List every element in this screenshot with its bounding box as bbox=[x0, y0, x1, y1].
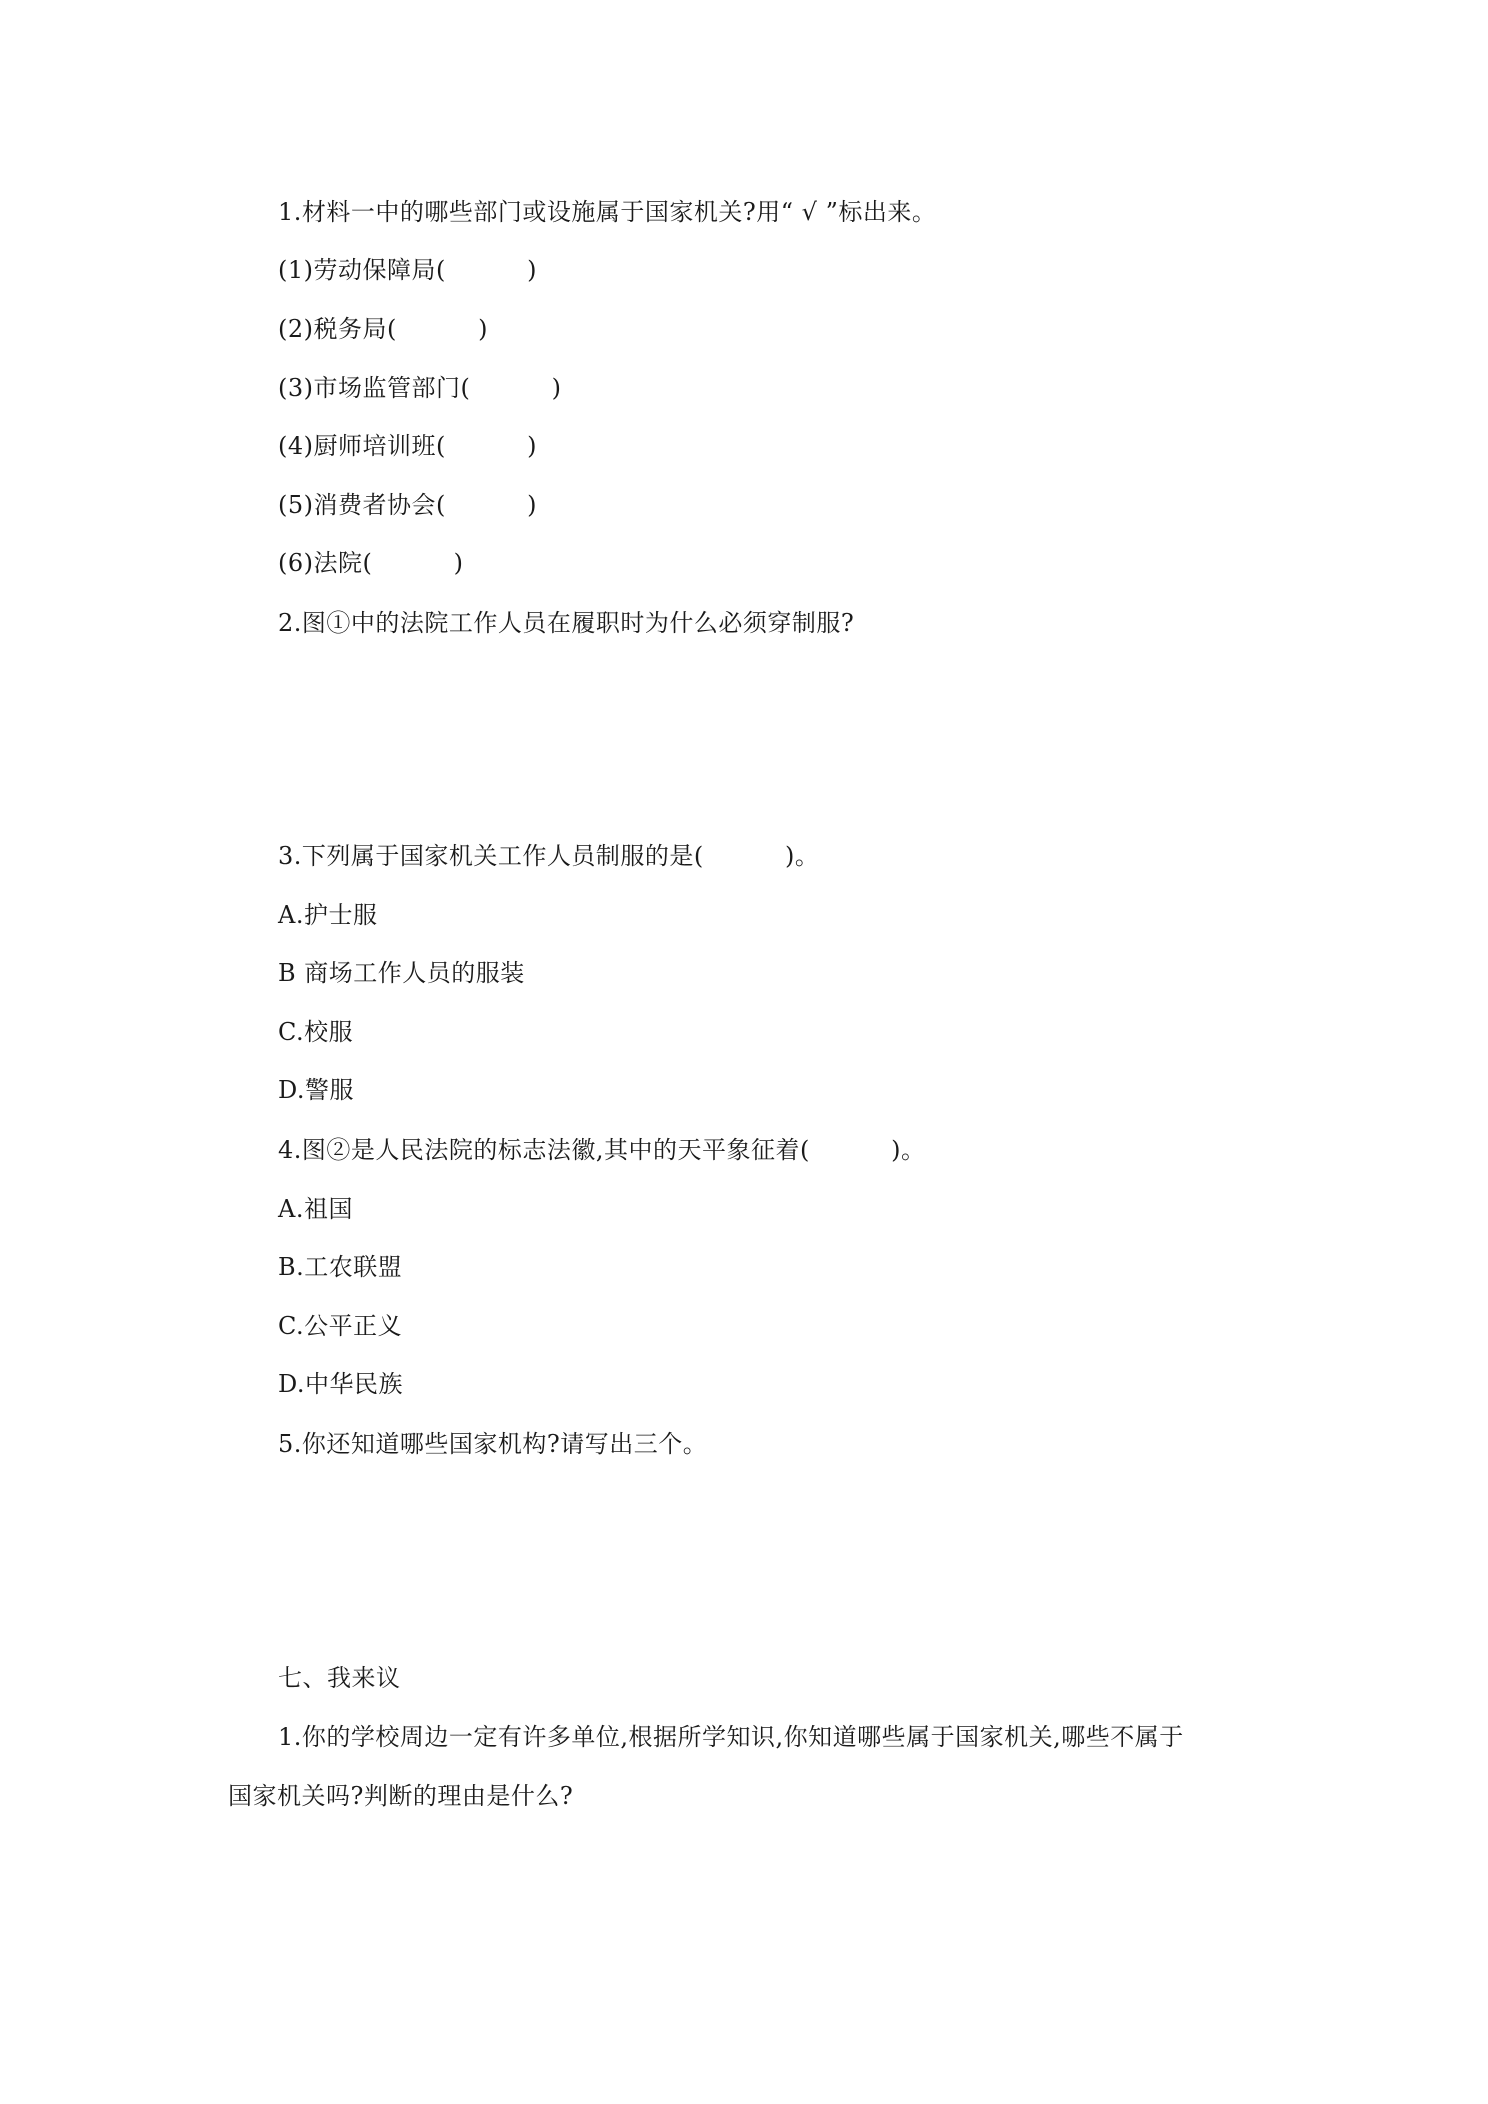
q3-option-c: C.校服 bbox=[278, 1018, 354, 1046]
section-7-q1-line-2: 国家机关吗?判断的理由是什么? bbox=[228, 1782, 574, 1810]
q1-item-5: (5)消费者协会( ) bbox=[278, 491, 538, 519]
section-7-q1-line-1: 1.你的学校周边一定有许多单位,根据所学知识,你知道哪些属于国家机关,哪些不属于 bbox=[278, 1723, 1184, 1751]
q3-prompt: 3.下列属于国家机关工作人员制服的是( )。 bbox=[278, 842, 820, 870]
q3-option-d: D.警服 bbox=[278, 1076, 355, 1104]
q1-item-2: (2)税务局( ) bbox=[278, 315, 489, 343]
q4-prompt: 4.图②是人民法院的标志法徽,其中的天平象征着( )。 bbox=[278, 1136, 926, 1164]
q4-option-b: B.工农联盟 bbox=[278, 1253, 403, 1281]
q4-option-c: C.公平正义 bbox=[278, 1312, 403, 1340]
q1-item-4: (4)厨师培训班( ) bbox=[278, 432, 538, 460]
q1-item-3: (3)市场监管部门( ) bbox=[278, 374, 562, 402]
q3-option-a: A.护士服 bbox=[278, 901, 378, 929]
q1-prompt: 1.材料一中的哪些部门或设施属于国家机关?用“ √ ”标出来。 bbox=[278, 198, 937, 226]
q1-item-1: (1)劳动保障局( ) bbox=[278, 256, 538, 284]
q2-prompt: 2.图①中的法院工作人员在履职时为什么必须穿制服? bbox=[278, 609, 855, 637]
q5-prompt: 5.你还知道哪些国家机构?请写出三个。 bbox=[278, 1430, 708, 1458]
section-7-heading: 七、我来议 bbox=[278, 1664, 401, 1692]
q4-option-d: D.中华民族 bbox=[278, 1370, 404, 1398]
q3-option-b: B 商场工作人员的服装 bbox=[278, 959, 525, 987]
q4-option-a: A.祖国 bbox=[278, 1195, 353, 1223]
q1-item-6: (6)法院( ) bbox=[278, 549, 464, 577]
